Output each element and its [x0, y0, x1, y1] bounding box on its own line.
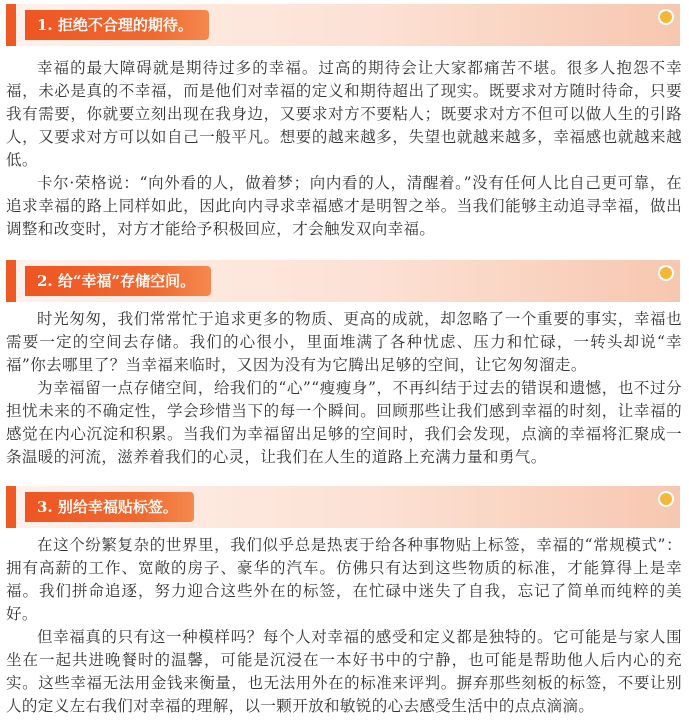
section-1-paragraph-1: 幸福的最大障碍就是期待过多的幸福。过高的期待会让大家都痛苦不堪。很多人抱怨不幸福，未必是真的不幸福，而是他们对幸福的定义和期待超出了现实。既要求对方随时待命，只要我有需要，你就要立刻出现在我身边，又要求对方不要粘人；既要求对方不但可以做人生的引路人，又要求对方可以如自己一般平凡。想要的越来越多，失望也就越来越多，幸福感也就越来越低。	[6, 59, 682, 169]
section-3-header	[6, 486, 680, 528]
section-2-paragraph-1: 时光匆匆，我们常常忙于追求更多的物质、更高的成就，却忽略了一个重要的事实，幸福也需要一定的空间去存储。我们的心很小，里面堆满了各种忧虑、压力和忙碌，一转头却说“幸福”你去哪里了？当幸福来临时，又因为没有为它腾出足够的空间，让它匆匆溜走。	[6, 310, 682, 374]
section-1-title: 1. 拒绝不合理的期待。	[25, 10, 209, 40]
section-2-title: 2. 给“幸福”存储空间。	[25, 266, 211, 296]
header-dot-icon	[660, 493, 672, 505]
section-1-paragraph-2: 卡尔·荣格说：“向外看的人，做着梦；向内看的人，清醒着。”没有任何人比自己更可靠，在追求幸福的路上同样如此，因此向内寻求幸福感才是明智之举。当我们能够主动追寻幸福，做出调整和改变时，对方才能给予积极回应，才会触发双向幸福。	[6, 174, 682, 238]
header-dot-icon	[660, 11, 672, 23]
section-3-title: 3. 别给幸福贴标签。	[25, 492, 194, 522]
section-2-header	[6, 260, 680, 302]
section-3-paragraph-1: 在这个纷繁复杂的世界里，我们似乎总是热衷于给各种事物贴上标签，幸福的“常规模式”：拥有高薪的工作、宽敞的房子、豪华的汽车。仿佛只有达到这些物质的标准，才能算得上是幸福。我们拼命追逐，努力迎合这些外在的标签，在忙碌中迷失了自我，忘记了简单而纯粹的美好。	[6, 536, 682, 623]
header-accent-bar	[6, 486, 16, 528]
section-2-paragraph-2: 为幸福留一点存储空间，给我们的“心”“瘦瘦身”，不再纠结于过去的错误和遗憾，也不过分担忧未来的不确定性，学会珍惜当下的每一个瞬间。回顾那些让我们感到幸福的时刻，让幸福的感觉在内心沉淀和积累。当我们为幸福留出足够的空间时，我们会发现，点滴的幸福将汇聚成一条温暖的河流，滋养着我们的心灵，让我们在人生的道路上充满力量和勇气。	[6, 379, 682, 466]
header-accent-bar	[6, 260, 16, 302]
header-accent-bar	[6, 4, 16, 46]
header-dot-icon	[660, 267, 672, 279]
section-3-paragraph-2: 但幸福真的只有这一种模样吗？每个人对幸福的感受和定义都是独特的。它可能是与家人围坐在一起共进晚餐时的温馨，可能是沉浸在一本好书中的宁静，也可能是帮助他人后内心的充实。这些幸福无法用金钱来衡量，也无法用外在的标准来评判。摒弃那些刻板的标签，不要让别人的定义左右我们对幸福的理解，以一颗开放和敏锐的心去感受生活中的点点滴滴。	[6, 628, 682, 715]
section-1-header	[6, 4, 680, 46]
